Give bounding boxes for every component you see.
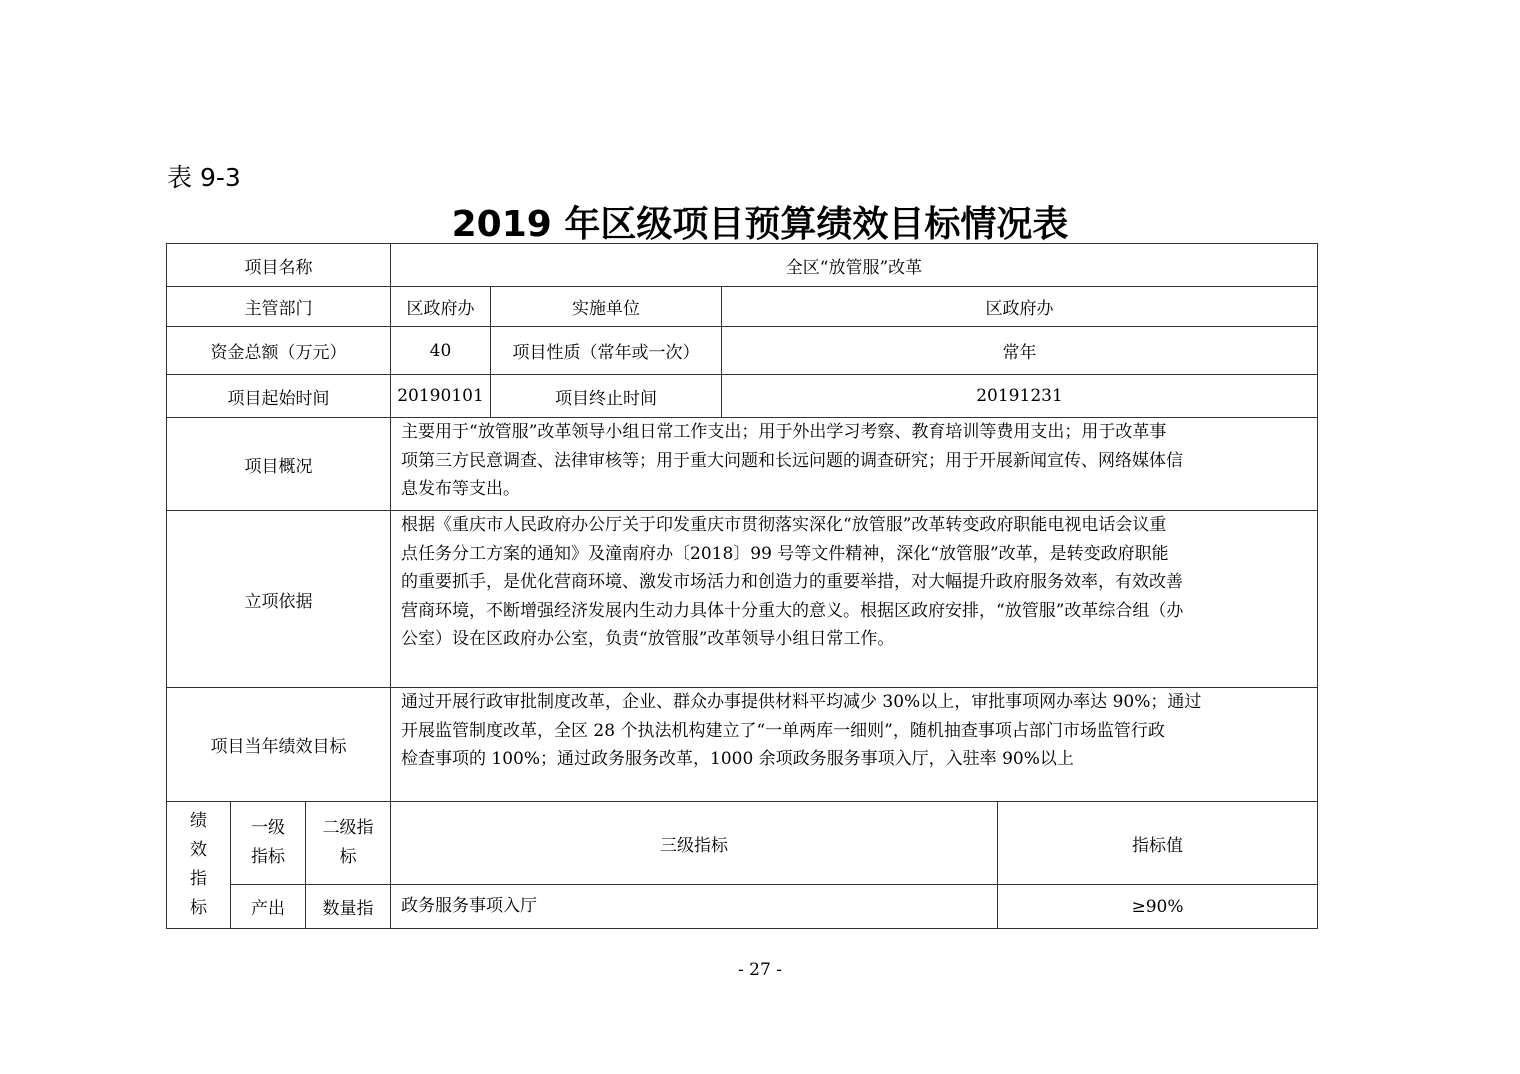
indicator-group-label: [166, 801, 231, 929]
basis-line: 公室）设在区政府办公室，负责“放管服”改革领导小组日常工作。: [401, 629, 895, 649]
char: 效: [190, 840, 207, 860]
text: 一级: [251, 818, 285, 838]
goal-line: 开展监管制度改革，全区 28 个执法机构建立了“一单两库一细则”，随机抽查事项占部门市场监管行政: [401, 720, 1165, 741]
level1-cell: 产出: [230, 884, 306, 929]
value-cell: ≥90%: [997, 884, 1318, 929]
goal-line: 通过开展行政审批制度改革，企业、群众办事提供材料平均减少 30%以上，审批事项网办率达 90%；通过: [401, 692, 1202, 712]
impl-label: 实施单位: [490, 286, 722, 327]
overview-text: [390, 417, 1318, 511]
char: 标: [190, 898, 207, 918]
fund-label: 资金总额（万元）: [166, 326, 391, 375]
goal-text: [390, 687, 1318, 802]
overview-line: 息发布等支出。: [401, 479, 520, 499]
basis-line: 的重要抓手，是优化营商环境、激发市场活力和创造力的重要举措，对大幅提升政府服务效率，有效改善: [401, 572, 1183, 592]
project-name: 全区“放管服”改革: [390, 243, 1318, 287]
overview-line: 主要用于“放管服”改革领导小组日常工作支出；用于外出学习考察、教育培训等费用支出；用于改革事: [401, 422, 1167, 442]
end-value: 20191231: [721, 374, 1318, 418]
level2-cell: 数量指: [305, 884, 391, 929]
name-label: 项目名称: [166, 243, 391, 287]
text: 指标: [251, 847, 285, 867]
goal-label: 项目当年绩效目标: [166, 687, 391, 802]
value-header: 指标值: [997, 801, 1318, 885]
impl-value: 区政府办: [721, 286, 1318, 327]
level1-header: [230, 801, 306, 885]
dept-label: 主管部门: [166, 286, 391, 327]
char: 绩: [190, 811, 207, 831]
end-label: 项目终止时间: [490, 374, 722, 418]
char: 指: [190, 869, 207, 889]
level2-header: [305, 801, 391, 885]
goal-line: 检查事项的 100%；通过政务服务改革，1000 余项政务服务事项入厅，入驻率 90%以上: [401, 749, 1074, 769]
basis-line: 营商环境，不断增强经济发展内生动力具体十分重大的意义。根据区政府安排，“放管服”改革综合组（办: [401, 600, 1184, 621]
table-number: 表 9-3: [167, 163, 241, 192]
fund-value: 40: [390, 326, 491, 375]
nature-label: 项目性质（常年或一次）: [490, 326, 722, 375]
overview-label: 项目概况: [166, 417, 391, 511]
level3-cell: 政务服务事项入厅: [390, 884, 998, 929]
start-value: 20190101: [390, 374, 491, 418]
overview-line: 项第三方民意调查、法律审核等；用于重大问题和长远问题的调查研究；用于开展新闻宣传、网络媒体信: [401, 450, 1183, 471]
basis-text: [390, 510, 1318, 688]
text: 二级指: [322, 818, 374, 838]
basis-line: 根据《重庆市人民政府办公厅关于印发重庆市贯彻落实深化“放管服”改革转变政府职能电视电话会议重: [401, 515, 1167, 535]
basis-line: 点任务分工方案的通知》及潼南府办〔2018〕99 号等文件精神，深化“放管服”改革，是转变政府职能: [401, 543, 1169, 564]
start-label: 项目起始时间: [166, 374, 391, 418]
level3-header: 三级指标: [390, 801, 998, 885]
text: 标: [339, 847, 357, 867]
nature-value: 常年: [721, 326, 1318, 375]
page-number: - 27 -: [738, 960, 782, 980]
page-title: 2019 年区级项目预算绩效目标情况表: [451, 204, 1069, 245]
basis-label: 立项依据: [166, 510, 391, 688]
dept-value: 区政府办: [390, 286, 491, 327]
